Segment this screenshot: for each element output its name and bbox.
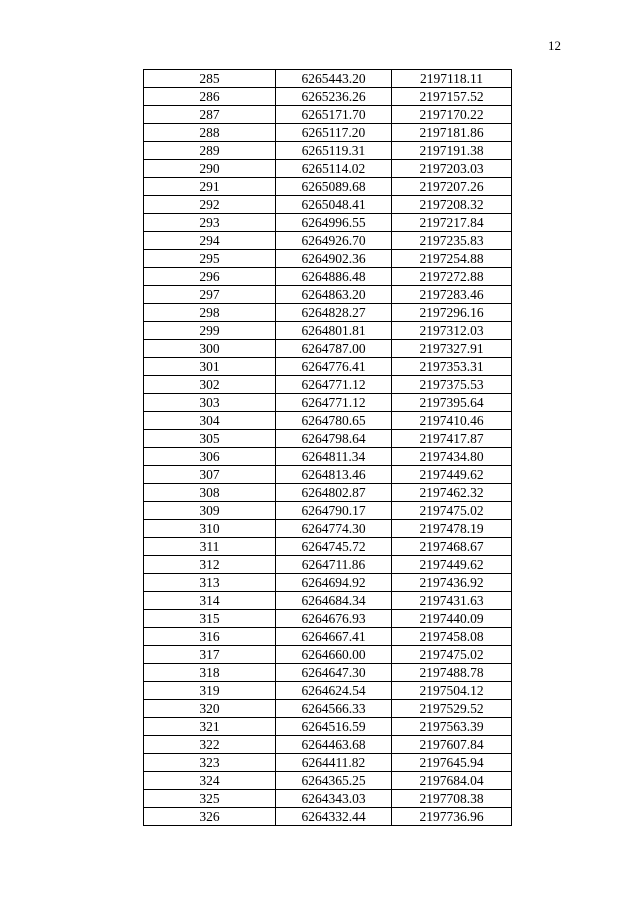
y-coordinate-cell: 2197684.04 <box>392 772 512 790</box>
table-row <box>144 412 512 430</box>
table-row <box>144 628 512 646</box>
y-coordinate-cell: 2197170.22 <box>392 106 512 124</box>
table-row <box>144 484 512 502</box>
table-row <box>144 268 512 286</box>
y-coordinate-cell: 2197436.92 <box>392 574 512 592</box>
x-coordinate-cell: 6265236.26 <box>276 88 392 106</box>
table-row <box>144 196 512 214</box>
point-number-cell: 324 <box>144 772 276 790</box>
point-number-cell: 319 <box>144 682 276 700</box>
table-row <box>144 106 512 124</box>
x-coordinate-cell: 6264624.54 <box>276 682 392 700</box>
x-coordinate-cell: 6264787.00 <box>276 340 392 358</box>
y-coordinate-cell: 2197462.32 <box>392 484 512 502</box>
y-coordinate-cell: 2197478.19 <box>392 520 512 538</box>
table-row <box>144 556 512 574</box>
x-coordinate-cell: 6264365.25 <box>276 772 392 790</box>
x-coordinate-cell: 6264798.64 <box>276 430 392 448</box>
x-coordinate-cell: 6265119.31 <box>276 142 392 160</box>
point-number-cell: 292 <box>144 196 276 214</box>
table-row <box>144 340 512 358</box>
point-number-cell: 307 <box>144 466 276 484</box>
point-number-cell: 289 <box>144 142 276 160</box>
y-coordinate-cell: 2197736.96 <box>392 808 512 826</box>
y-coordinate-cell: 2197434.80 <box>392 448 512 466</box>
point-number-cell: 295 <box>144 250 276 268</box>
point-number-cell: 315 <box>144 610 276 628</box>
x-coordinate-cell: 6264776.41 <box>276 358 392 376</box>
point-number-cell: 304 <box>144 412 276 430</box>
x-coordinate-cell: 6264676.93 <box>276 610 392 628</box>
page-number: 12 <box>548 38 561 53</box>
y-coordinate-cell: 2197410.46 <box>392 412 512 430</box>
table-row <box>144 772 512 790</box>
x-coordinate-cell: 6264745.72 <box>276 538 392 556</box>
point-number-cell: 298 <box>144 304 276 322</box>
y-coordinate-cell: 2197235.83 <box>392 232 512 250</box>
table-row <box>144 250 512 268</box>
table-row <box>144 232 512 250</box>
y-coordinate-cell: 2197529.52 <box>392 700 512 718</box>
table-row <box>144 502 512 520</box>
y-coordinate-cell: 2197475.02 <box>392 646 512 664</box>
x-coordinate-cell: 6264667.41 <box>276 628 392 646</box>
point-number-cell: 300 <box>144 340 276 358</box>
y-coordinate-cell: 2197327.91 <box>392 340 512 358</box>
point-number-cell: 311 <box>144 538 276 556</box>
y-coordinate-cell: 2197217.84 <box>392 214 512 232</box>
y-coordinate-cell: 2197203.03 <box>392 160 512 178</box>
y-coordinate-cell: 2197431.63 <box>392 592 512 610</box>
x-coordinate-cell: 6264566.33 <box>276 700 392 718</box>
table-row <box>144 286 512 304</box>
y-coordinate-cell: 2197283.46 <box>392 286 512 304</box>
x-coordinate-cell: 6264886.48 <box>276 268 392 286</box>
point-number-cell: 305 <box>144 430 276 448</box>
point-number-cell: 296 <box>144 268 276 286</box>
x-coordinate-cell: 6264332.44 <box>276 808 392 826</box>
y-coordinate-cell: 2197207.26 <box>392 178 512 196</box>
y-coordinate-cell: 2197458.08 <box>392 628 512 646</box>
point-number-cell: 321 <box>144 718 276 736</box>
y-coordinate-cell: 2197296.16 <box>392 304 512 322</box>
table-row <box>144 376 512 394</box>
table-row <box>144 700 512 718</box>
table-row <box>144 322 512 340</box>
x-coordinate-cell: 6265443.20 <box>276 70 392 88</box>
table-row <box>144 736 512 754</box>
y-coordinate-cell: 2197417.87 <box>392 430 512 448</box>
x-coordinate-cell: 6264828.27 <box>276 304 392 322</box>
table-row <box>144 664 512 682</box>
point-number-cell: 287 <box>144 106 276 124</box>
x-coordinate-cell: 6264802.87 <box>276 484 392 502</box>
table-row <box>144 574 512 592</box>
y-coordinate-cell: 2197504.12 <box>392 682 512 700</box>
y-coordinate-cell: 2197312.03 <box>392 322 512 340</box>
table-row <box>144 358 512 376</box>
table-row <box>144 466 512 484</box>
point-number-cell: 293 <box>144 214 276 232</box>
table-row <box>144 610 512 628</box>
point-number-cell: 291 <box>144 178 276 196</box>
x-coordinate-cell: 6265117.20 <box>276 124 392 142</box>
point-number-cell: 308 <box>144 484 276 502</box>
table-row <box>144 124 512 142</box>
table-row <box>144 790 512 808</box>
point-number-cell: 312 <box>144 556 276 574</box>
y-coordinate-cell: 2197607.84 <box>392 736 512 754</box>
point-number-cell: 314 <box>144 592 276 610</box>
y-coordinate-cell: 2197708.38 <box>392 790 512 808</box>
y-coordinate-cell: 2197254.88 <box>392 250 512 268</box>
x-coordinate-cell: 6264660.00 <box>276 646 392 664</box>
table-row <box>144 214 512 232</box>
table-row <box>144 718 512 736</box>
x-coordinate-cell: 6265089.68 <box>276 178 392 196</box>
x-coordinate-cell: 6264790.17 <box>276 502 392 520</box>
x-coordinate-cell: 6264711.86 <box>276 556 392 574</box>
table-row <box>144 430 512 448</box>
table-row <box>144 178 512 196</box>
x-coordinate-cell: 6264694.92 <box>276 574 392 592</box>
point-number-cell: 318 <box>144 664 276 682</box>
table-row <box>144 754 512 772</box>
table-row <box>144 808 512 826</box>
y-coordinate-cell: 2197208.32 <box>392 196 512 214</box>
x-coordinate-cell: 6264780.65 <box>276 412 392 430</box>
x-coordinate-cell: 6264996.55 <box>276 214 392 232</box>
y-coordinate-cell: 2197181.86 <box>392 124 512 142</box>
point-number-cell: 290 <box>144 160 276 178</box>
point-number-cell: 322 <box>144 736 276 754</box>
table-row <box>144 592 512 610</box>
x-coordinate-cell: 6264902.36 <box>276 250 392 268</box>
point-number-cell: 326 <box>144 808 276 826</box>
x-coordinate-cell: 6264684.34 <box>276 592 392 610</box>
point-number-cell: 285 <box>144 70 276 88</box>
point-number-cell: 288 <box>144 124 276 142</box>
y-coordinate-cell: 2197449.62 <box>392 466 512 484</box>
point-number-cell: 323 <box>144 754 276 772</box>
y-coordinate-cell: 2197191.38 <box>392 142 512 160</box>
coordinates-table <box>143 69 512 826</box>
y-coordinate-cell: 2197440.09 <box>392 610 512 628</box>
x-coordinate-cell: 6264926.70 <box>276 232 392 250</box>
point-number-cell: 303 <box>144 394 276 412</box>
table-row <box>144 394 512 412</box>
x-coordinate-cell: 6264801.81 <box>276 322 392 340</box>
y-coordinate-cell: 2197353.31 <box>392 358 512 376</box>
x-coordinate-cell: 6265171.70 <box>276 106 392 124</box>
point-number-cell: 309 <box>144 502 276 520</box>
table-row <box>144 70 512 88</box>
table-row <box>144 142 512 160</box>
x-coordinate-cell: 6264647.30 <box>276 664 392 682</box>
y-coordinate-cell: 2197449.62 <box>392 556 512 574</box>
point-number-cell: 302 <box>144 376 276 394</box>
point-number-cell: 316 <box>144 628 276 646</box>
y-coordinate-cell: 2197157.52 <box>392 88 512 106</box>
y-coordinate-cell: 2197475.02 <box>392 502 512 520</box>
point-number-cell: 301 <box>144 358 276 376</box>
table-row <box>144 682 512 700</box>
coordinates-table-body <box>144 70 512 826</box>
point-number-cell: 325 <box>144 790 276 808</box>
point-number-cell: 310 <box>144 520 276 538</box>
table-row <box>144 646 512 664</box>
point-number-cell: 320 <box>144 700 276 718</box>
y-coordinate-cell: 2197488.78 <box>392 664 512 682</box>
y-coordinate-cell: 2197468.67 <box>392 538 512 556</box>
y-coordinate-cell: 2197118.11 <box>392 70 512 88</box>
table-row <box>144 520 512 538</box>
x-coordinate-cell: 6264771.12 <box>276 394 392 412</box>
table-row <box>144 538 512 556</box>
x-coordinate-cell: 6264411.82 <box>276 754 392 772</box>
x-coordinate-cell: 6264813.46 <box>276 466 392 484</box>
y-coordinate-cell: 2197395.64 <box>392 394 512 412</box>
point-number-cell: 294 <box>144 232 276 250</box>
y-coordinate-cell: 2197375.53 <box>392 376 512 394</box>
x-coordinate-cell: 6265048.41 <box>276 196 392 214</box>
point-number-cell: 297 <box>144 286 276 304</box>
x-coordinate-cell: 6264811.34 <box>276 448 392 466</box>
point-number-cell: 317 <box>144 646 276 664</box>
table-row <box>144 448 512 466</box>
point-number-cell: 306 <box>144 448 276 466</box>
x-coordinate-cell: 6264463.68 <box>276 736 392 754</box>
y-coordinate-cell: 2197272.88 <box>392 268 512 286</box>
x-coordinate-cell: 6265114.02 <box>276 160 392 178</box>
table-row <box>144 304 512 322</box>
point-number-cell: 313 <box>144 574 276 592</box>
y-coordinate-cell: 2197563.39 <box>392 718 512 736</box>
point-number-cell: 299 <box>144 322 276 340</box>
x-coordinate-cell: 6264343.03 <box>276 790 392 808</box>
table-row <box>144 160 512 178</box>
table-row <box>144 88 512 106</box>
x-coordinate-cell: 6264516.59 <box>276 718 392 736</box>
x-coordinate-cell: 6264863.20 <box>276 286 392 304</box>
point-number-cell: 286 <box>144 88 276 106</box>
x-coordinate-cell: 6264771.12 <box>276 376 392 394</box>
y-coordinate-cell: 2197645.94 <box>392 754 512 772</box>
x-coordinate-cell: 6264774.30 <box>276 520 392 538</box>
